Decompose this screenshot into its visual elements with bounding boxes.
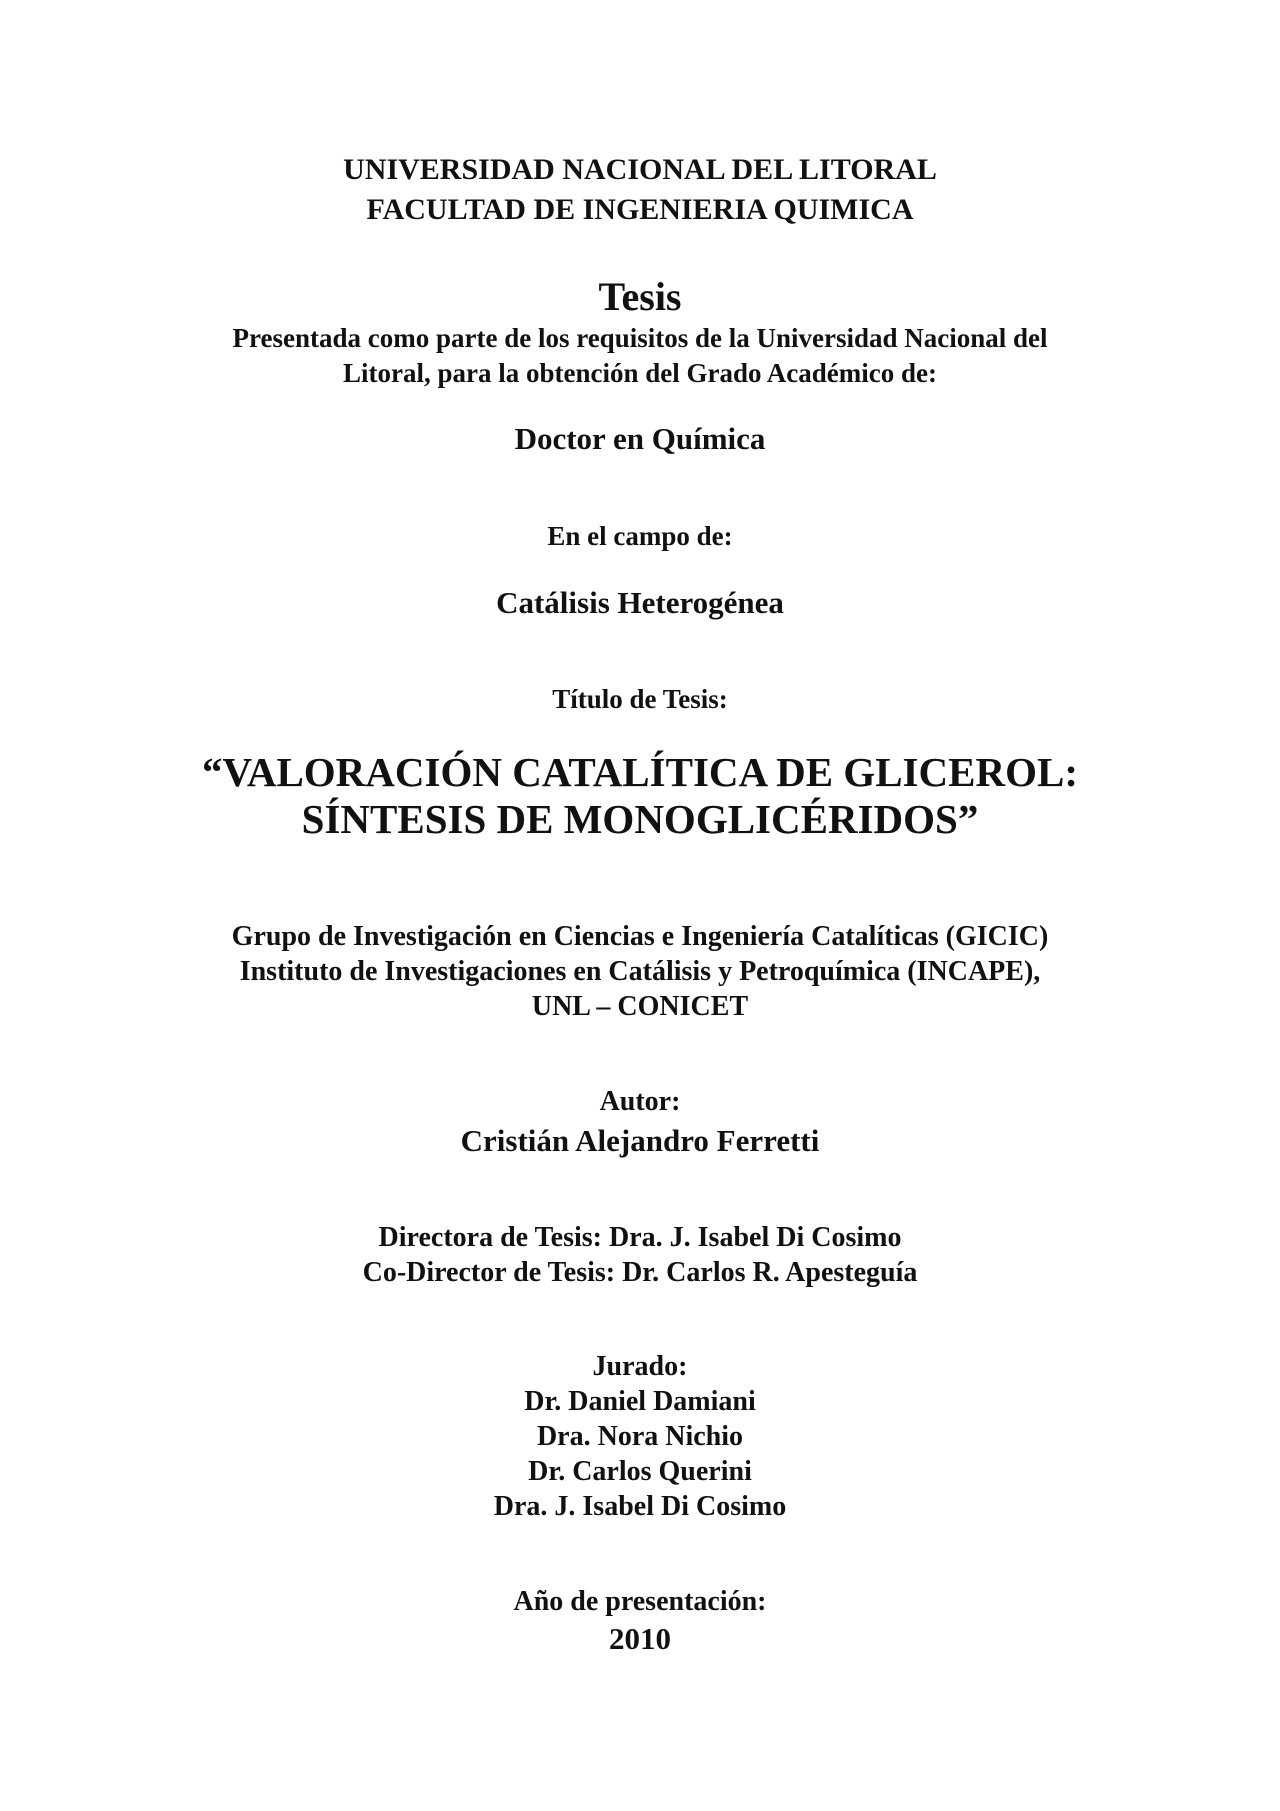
jury-member: Dr. Carlos Querini bbox=[528, 1456, 752, 1487]
presented-line-2: Litoral, para la obtención del Grado Académico de: bbox=[343, 358, 937, 388]
title-label: Título de Tesis: bbox=[552, 684, 728, 714]
thesis-co-director: Co-Director de Tesis: Dr. Carlos R. Apesteguía bbox=[362, 1257, 918, 1288]
jury-label: Jurado: bbox=[592, 1351, 688, 1382]
author-name: Cristián Alejandro Ferretti bbox=[460, 1123, 820, 1158]
faculty-name: FACULTAD DE INGENIERIA QUIMICA bbox=[366, 193, 914, 226]
institution-line-1: Grupo de Investigación en Ciencias e Ingeniería Catalíticas (GICIC) bbox=[231, 921, 1049, 952]
thesis-director: Directora de Tesis: Dra. J. Isabel Di Cosimo bbox=[378, 1222, 902, 1253]
presentation-year-label: Año de presentación: bbox=[513, 1586, 767, 1617]
jury-member: Dra. Nora Nichio bbox=[536, 1421, 744, 1452]
institution-line-3: UNL – CONICET bbox=[531, 991, 749, 1022]
thesis-label: Tesis bbox=[598, 274, 682, 319]
institution-line-2: Instituto de Investigaciones en Catálisis y Petroquímica (INCAPE), bbox=[239, 956, 1041, 987]
thesis-title-line-1: “VALORACIÓN CATALÍTICA DE GLICEROL: bbox=[202, 749, 1078, 795]
presented-line-1: Presentada como parte de los requisitos de la Universidad Nacional del bbox=[232, 323, 1048, 353]
university-name: UNIVERSIDAD NACIONAL DEL LITORAL bbox=[343, 153, 937, 186]
presentation-year: 2010 bbox=[609, 1621, 671, 1656]
jury-member: Dr. Daniel Damiani bbox=[524, 1386, 756, 1417]
field-label: En el campo de: bbox=[547, 521, 733, 551]
field-name: Catálisis Heterogénea bbox=[496, 585, 784, 620]
author-label: Autor: bbox=[599, 1086, 681, 1117]
thesis-title-line-2: SÍNTESIS DE MONOGLICÉRIDOS” bbox=[301, 796, 979, 842]
degree-name: Doctor en Química bbox=[514, 421, 766, 456]
jury-member: Dra. J. Isabel Di Cosimo bbox=[493, 1491, 787, 1522]
